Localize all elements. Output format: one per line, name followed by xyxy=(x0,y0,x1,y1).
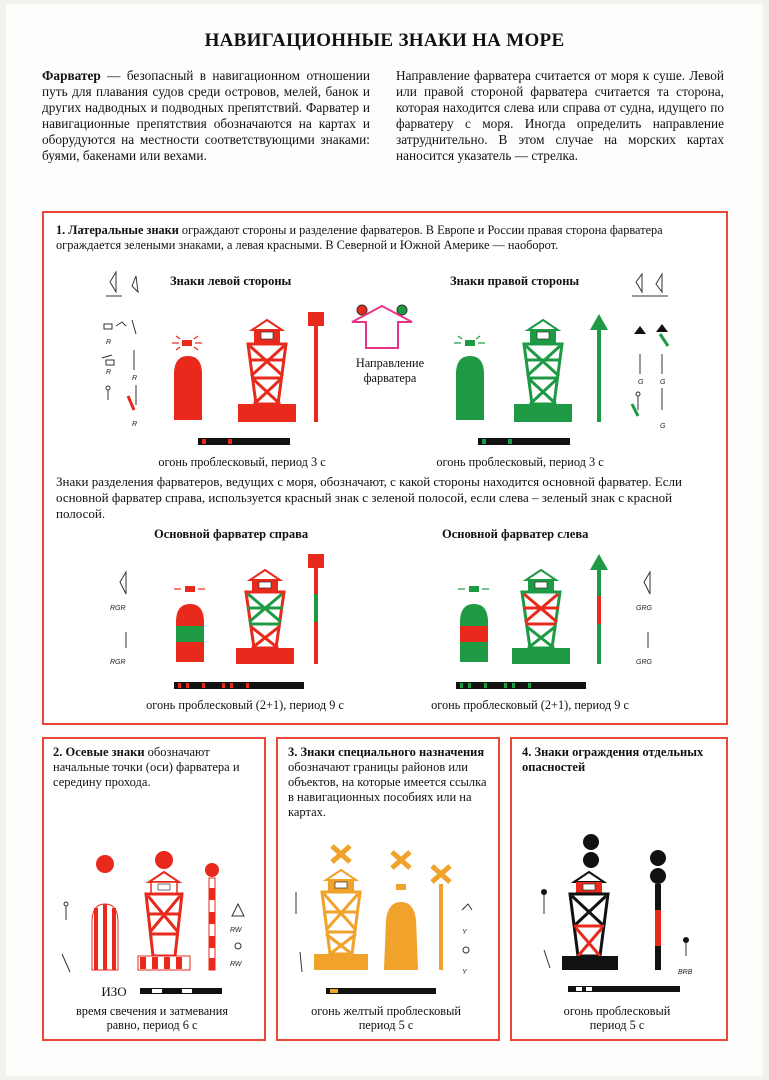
grg-symbol-1: GRG xyxy=(636,605,652,612)
lateral-intro xyxy=(56,223,716,252)
intro-right: Направление фарватера считается от моря к суше. Левой или правой стороной фарватера считается та сторона, которая находится слева или справа от судна, идущего по фарватеру с моря. Иногда определить направление затруднительно. В этом случае на морских картах наносится указатель — стрелка. xyxy=(396,68,724,163)
left-light-rhythm xyxy=(198,438,290,445)
intro-term: Фарватер xyxy=(42,68,101,83)
right-symbol-g3: G xyxy=(660,423,666,430)
axial-marks-graphic xyxy=(42,840,264,1000)
left-side-title: Знаки левой стороны xyxy=(170,274,292,288)
rgr-symbol-2: RGR xyxy=(110,659,126,666)
red-spar-buoy xyxy=(308,312,324,422)
axial-light-rhythm xyxy=(140,988,222,994)
green-lighthouse-buoy xyxy=(514,320,572,422)
yellow-spar-buoy xyxy=(432,866,450,970)
right-light-rhythm xyxy=(478,438,570,445)
special-heading: 3. Знаки специального назначения xyxy=(288,745,485,759)
right-chart-symbols xyxy=(632,274,668,410)
green-red-lighthouse-buoy xyxy=(512,570,570,664)
red-can-buoy xyxy=(172,336,202,420)
right-symbol-g2: G xyxy=(660,379,666,386)
special-text: обозначают границы районов или объектов, на которые имеется ссылка в навигационных пособиях или на картах. xyxy=(288,760,487,819)
special-caption-1: огонь желтый проблесковый xyxy=(311,1004,461,1018)
isolated-light-rhythm xyxy=(568,986,680,992)
special-marks-graphic xyxy=(276,840,498,1000)
lateral-left-marks-graphic xyxy=(42,270,732,470)
special-caption xyxy=(278,1004,494,1032)
main-left-light-rhythm xyxy=(456,682,586,689)
axial-text: обозначают начальные точки (оси) фарватера и середину прохода. xyxy=(53,745,240,789)
special-caption-2: период 5 с xyxy=(358,1018,414,1032)
right-black-cone-1 xyxy=(634,326,646,334)
lateral-text: ограждают стороны и разделение фарватеров. В Европе и России правая сторона фарватера ограждается зелеными знаками, а левая красными. В Северной и Южной Америке — наоборот. xyxy=(56,223,663,252)
page-title: НАВИГАЦИОННЫЕ ЗНАКИ НА МОРЕ xyxy=(204,30,565,51)
isolated-symbol-dot-2 xyxy=(683,937,689,943)
special-light-rhythm xyxy=(326,988,436,994)
right-symbol-g1: G xyxy=(638,379,644,386)
yellow-can-buoy xyxy=(384,852,418,970)
preferred-channel-marks-graphic xyxy=(42,548,732,698)
green-red-green-buoy xyxy=(458,586,489,662)
left-symbol-r3: R xyxy=(132,375,138,382)
isolated-marks-graphic xyxy=(510,800,726,1000)
isolated-heading: 4. Знаки ограждения отдельных опасностей xyxy=(522,745,704,774)
axial-caption-2: равно, период 6 с xyxy=(106,1018,198,1032)
left-symbol-r1: R xyxy=(106,339,112,346)
red-green-spar-buoy xyxy=(308,554,324,664)
left-symbol-r2: R xyxy=(106,369,112,376)
rgr-symbol-1-shape xyxy=(120,572,126,594)
intro-left-text: — безопасный в навигационном отношении путь для плавания судов среди островов, мелей, банок и других надводных и подводных препятствий. Фарватер и навигационные препятствия обозначаются на картах и оборудуются на местности соответствующими знаками: буями, бакенами или вехами. xyxy=(42,68,370,163)
left-symbol-r4: R xyxy=(132,421,138,428)
red-green-red-can-buoy xyxy=(174,586,205,662)
right-marks-caption: огонь проблесковый, период 3 с xyxy=(436,455,604,469)
isolated-caption-1: огонь проблесковый xyxy=(563,1004,671,1018)
axial-caption-1: время свечения и затмевания xyxy=(76,1004,228,1018)
intro-left xyxy=(42,68,370,164)
red-lighthouse-buoy xyxy=(238,320,296,422)
special-symbol-y2: Y xyxy=(462,969,467,976)
main-right-title: Основной фарватер справа xyxy=(154,527,309,541)
grg-symbol-2: GRG xyxy=(636,659,652,666)
left-marks-caption: огонь проблесковый, период 3 с xyxy=(158,455,326,469)
special-symbol-y1: Y xyxy=(462,929,467,936)
right-black-cone-2 xyxy=(656,324,668,332)
isolated-symbol-brb: BRB xyxy=(678,969,693,976)
right-side-title: Знаки правой стороны xyxy=(450,274,580,288)
axial-symbol-rw2: RW xyxy=(230,961,242,968)
right-green-stake-1 xyxy=(660,334,668,346)
fairway-direction-arrow xyxy=(352,305,412,348)
red-white-striped-buoy xyxy=(92,855,118,970)
rgr-symbol-1: RGR xyxy=(110,605,126,612)
main-left-title: Основной фарватер слева xyxy=(442,527,589,541)
red-white-spar-buoy xyxy=(205,863,219,970)
red-green-lighthouse-buoy xyxy=(236,570,294,664)
isolated-symbol-dot-1 xyxy=(541,889,547,895)
red-white-lighthouse-buoy xyxy=(138,851,190,970)
direction-label-1: Направление xyxy=(355,356,425,370)
green-red-spar-buoy xyxy=(590,554,608,664)
main-right-caption: огонь проблесковый (2+1), период 9 с xyxy=(146,698,344,712)
axial-symbol-rw1: RW xyxy=(230,927,242,934)
separation-text: Знаки разделения фарватеров, ведущих с моря, обозначают, с какой стороны находится основной фарватер. Если основной фарватер справа, используется красный знак с зеленой полосой, если слева – зеленый знак с красной полосой. xyxy=(56,474,682,521)
black-red-spar-buoy xyxy=(650,850,666,970)
green-spar-buoy xyxy=(590,314,608,422)
axial-light-label: ИЗО xyxy=(101,984,127,999)
yellow-lighthouse-buoy xyxy=(314,846,368,970)
lateral-heading: 1. Латеральные знаки xyxy=(56,223,179,237)
main-right-light-rhythm xyxy=(174,682,304,689)
grg-symbol-1-shape xyxy=(644,572,650,594)
left-red-stake xyxy=(128,396,134,410)
isolated-caption-2: период 5 с xyxy=(589,1018,645,1032)
main-left-caption: огонь проблесковый (2+1), период 9 с xyxy=(431,698,629,712)
axial-intro xyxy=(53,745,253,790)
black-red-lighthouse-buoy xyxy=(562,834,618,970)
axial-heading: 2. Осевые знаки xyxy=(53,745,145,759)
direction-label-2: фарватера xyxy=(363,371,417,385)
green-conical-buoy xyxy=(454,336,485,420)
axial-caption xyxy=(44,1004,260,1032)
isolated-caption xyxy=(512,1004,722,1032)
right-green-stake-2 xyxy=(632,404,638,416)
special-intro xyxy=(288,745,488,820)
